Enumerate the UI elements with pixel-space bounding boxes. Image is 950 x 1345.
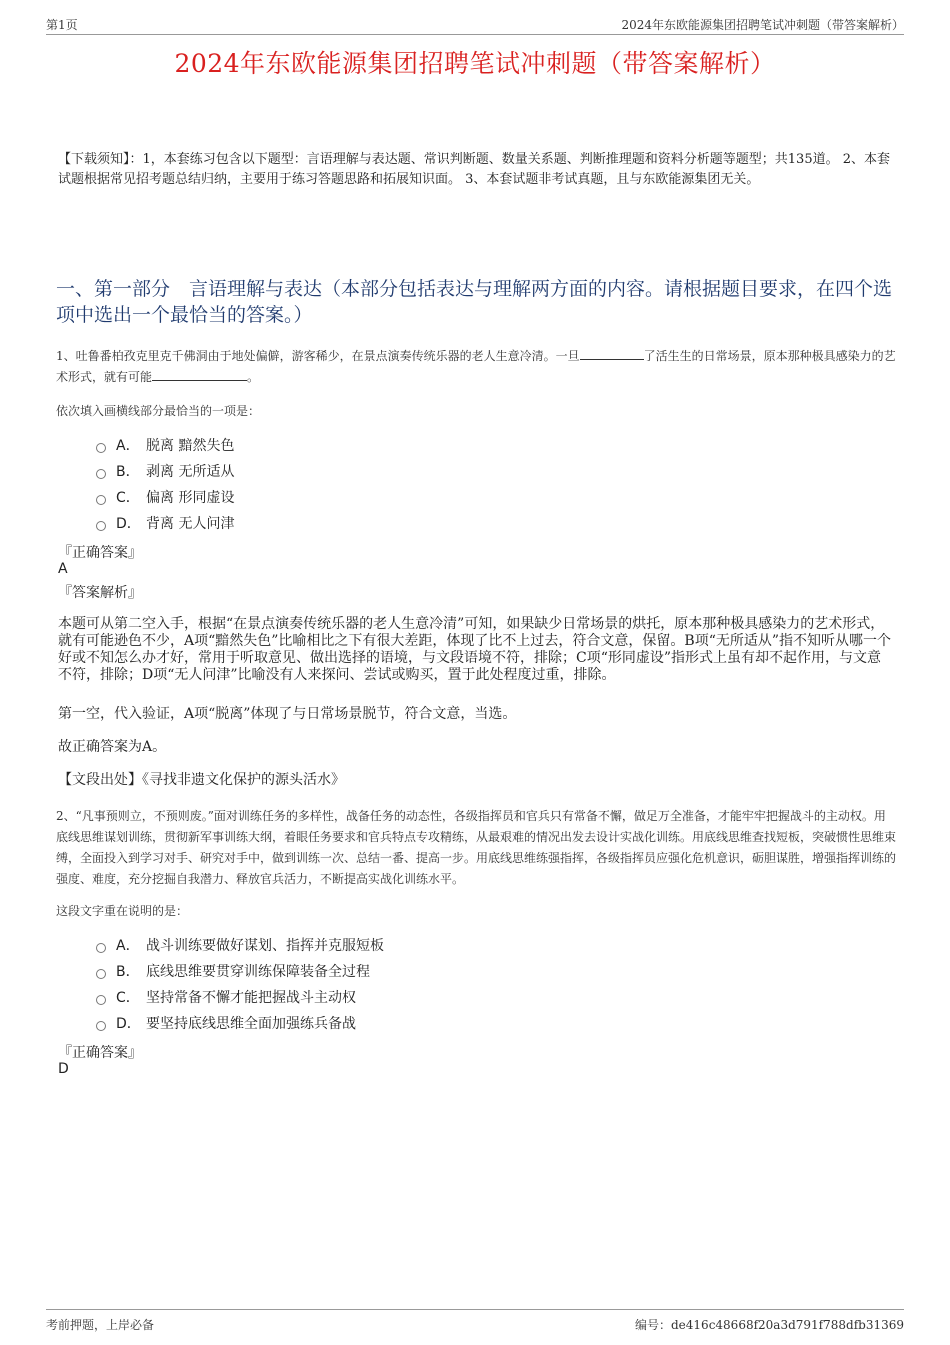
question-1-analysis-paragraph-1: 本题可从第二空入手，根据“在景点演奏传统乐器的老人生意冷清”可知，如果缺少日常场景的烘托，原本那种极具感染力的艺术形式，就有可能逊色不少，A项“黯然失色”比喻相比之下有很大差距，体现了比不上过去，符合文意，保留。B项“无所适从”指不知听从哪一个好或不知怎么办才好，常用于听取意见、做出选择的语境，与文段语境不符，排除；C项“形同虚设”指形式上虽有却不起作用，与文意不符，排除；D项“无人问津”比喻没有人来探问、尝试或购买，置于此处程度过重，排除。 [58,616,892,683]
question-1-analysis-label: 『答案解析』 [58,585,142,601]
radio-icon[interactable] [96,969,106,979]
radio-icon[interactable] [96,1021,106,1031]
footer-slogan: 考前押题，上岸必备 [46,1318,155,1332]
question-2-option-b[interactable]: B． 底线思维要贯穿训练保障装备全过程 [96,958,384,984]
header-doc-title: 2024年东欧能源集团招聘笔试冲刺题（带答案解析） [621,18,904,32]
question-1-analysis-paragraph-3: 故正确答案为A。 [58,739,167,755]
question-1-prompt: 依次填入画横线部分最恰当的一项是： [56,404,261,418]
question-1-answer-label: 『正确答案』 [58,545,142,561]
section-title: 一、第一部分 言语理解与表达（本部分包括表达与理解两方面的内容。请根据题目要求，在四个选项中选出一个最恰当的答案。） [56,278,893,326]
radio-icon[interactable] [96,995,106,1005]
page-footer [46,1309,904,1334]
question-1-option-a[interactable]: A． 脱离 黯然失色 [96,432,234,458]
radio-icon[interactable] [96,469,106,479]
page-title: 2024年东欧能源集团招聘笔试冲刺题（带答案解析） [174,49,776,78]
question-1-option-b[interactable]: B． 剥离 无所适从 [96,458,234,484]
question-2-option-d[interactable]: D． 要坚持底线思维全面加强练兵备战 [96,1010,384,1036]
page-header [46,16,904,35]
radio-icon[interactable] [96,443,106,453]
question-2-answer: D [58,1061,69,1077]
radio-icon[interactable] [96,495,106,505]
question-1-text [56,346,896,388]
answer-blank-2 [152,368,247,381]
question-1-part-c: 。 [247,370,260,384]
question-2-option-c[interactable]: C． 坚持常备不懈才能把握战斗主动权 [96,984,384,1010]
question-2-option-a[interactable]: A． 战斗训练要做好谋划、指挥并克服短板 [96,932,384,958]
question-1-analysis-paragraph-2: 第一空，代入验证，A项“脱离”体现了与日常场景脱节，符合文意，当选。 [58,706,517,722]
question-1-option-c[interactable]: C． 偏离 形同虚设 [96,484,234,510]
question-2-options [96,932,384,1036]
question-1-options [96,432,234,536]
question-2-prompt: 这段文字重在说明的是： [56,904,189,918]
question-1-option-d[interactable]: D． 背离 无人问津 [96,510,234,536]
page-number: 第1页 [46,18,78,32]
answer-blank-1 [580,347,644,360]
question-1-answer: A [58,561,68,577]
question-2-answer-label: 『正确答案』 [58,1045,142,1061]
question-1-part-b: 了活生生的日常场景，原本那种极具感染力的艺术形式，就有可能 [56,349,896,384]
footer-doc-id: 编号：de416c48668f20a3d791f788dfb31369 [635,1318,904,1332]
download-notice: 【下载须知】：1，本套练习包含以下题型：言语理解与表达题、常识判断题、数量关系题、判断推理题和资料分析题等题型；共135道。 2、本套试题根据常见招考题总结归纳，主要用于练习答题思路和拓展知识面。 3、本套试题非考试真题，且与东欧能源集团无关。 [58,152,890,187]
radio-icon[interactable] [96,943,106,953]
question-2-text: 2、“凡事预则立，不预则废。”面对训练任务的多样性，战备任务的动态性，各级指挥员和官兵只有常备不懈，做足万全准备，才能牢牢把握战斗的主动权。用底线思维谋划训练，贯彻新军事训练大纲，着眼任务要求和官兵特点专攻精练，从最艰难的情况出发去设计实战化训练。用底线思维查找短板，突破惯性思维束缚，全面投入到学习对手、研究对手中，做到训练一次、总结一番、提高一步。用底线思维练强指挥，各级指挥员应强化危机意识，砺胆谋胜，增强指挥训练的强度、难度，充分挖掘自我潜力、释放官兵活力，不断提高实战化训练水平。 [56,809,897,886]
question-1-part-a: 1、吐鲁番柏孜克里克千佛洞由于地处偏僻，游客稀少，在景点演奏传统乐器的老人生意冷清。一旦 [56,349,580,363]
radio-icon[interactable] [96,521,106,531]
question-1-source: 【文段出处】《寻找非遗文化保护的源头活水》 [58,772,345,788]
